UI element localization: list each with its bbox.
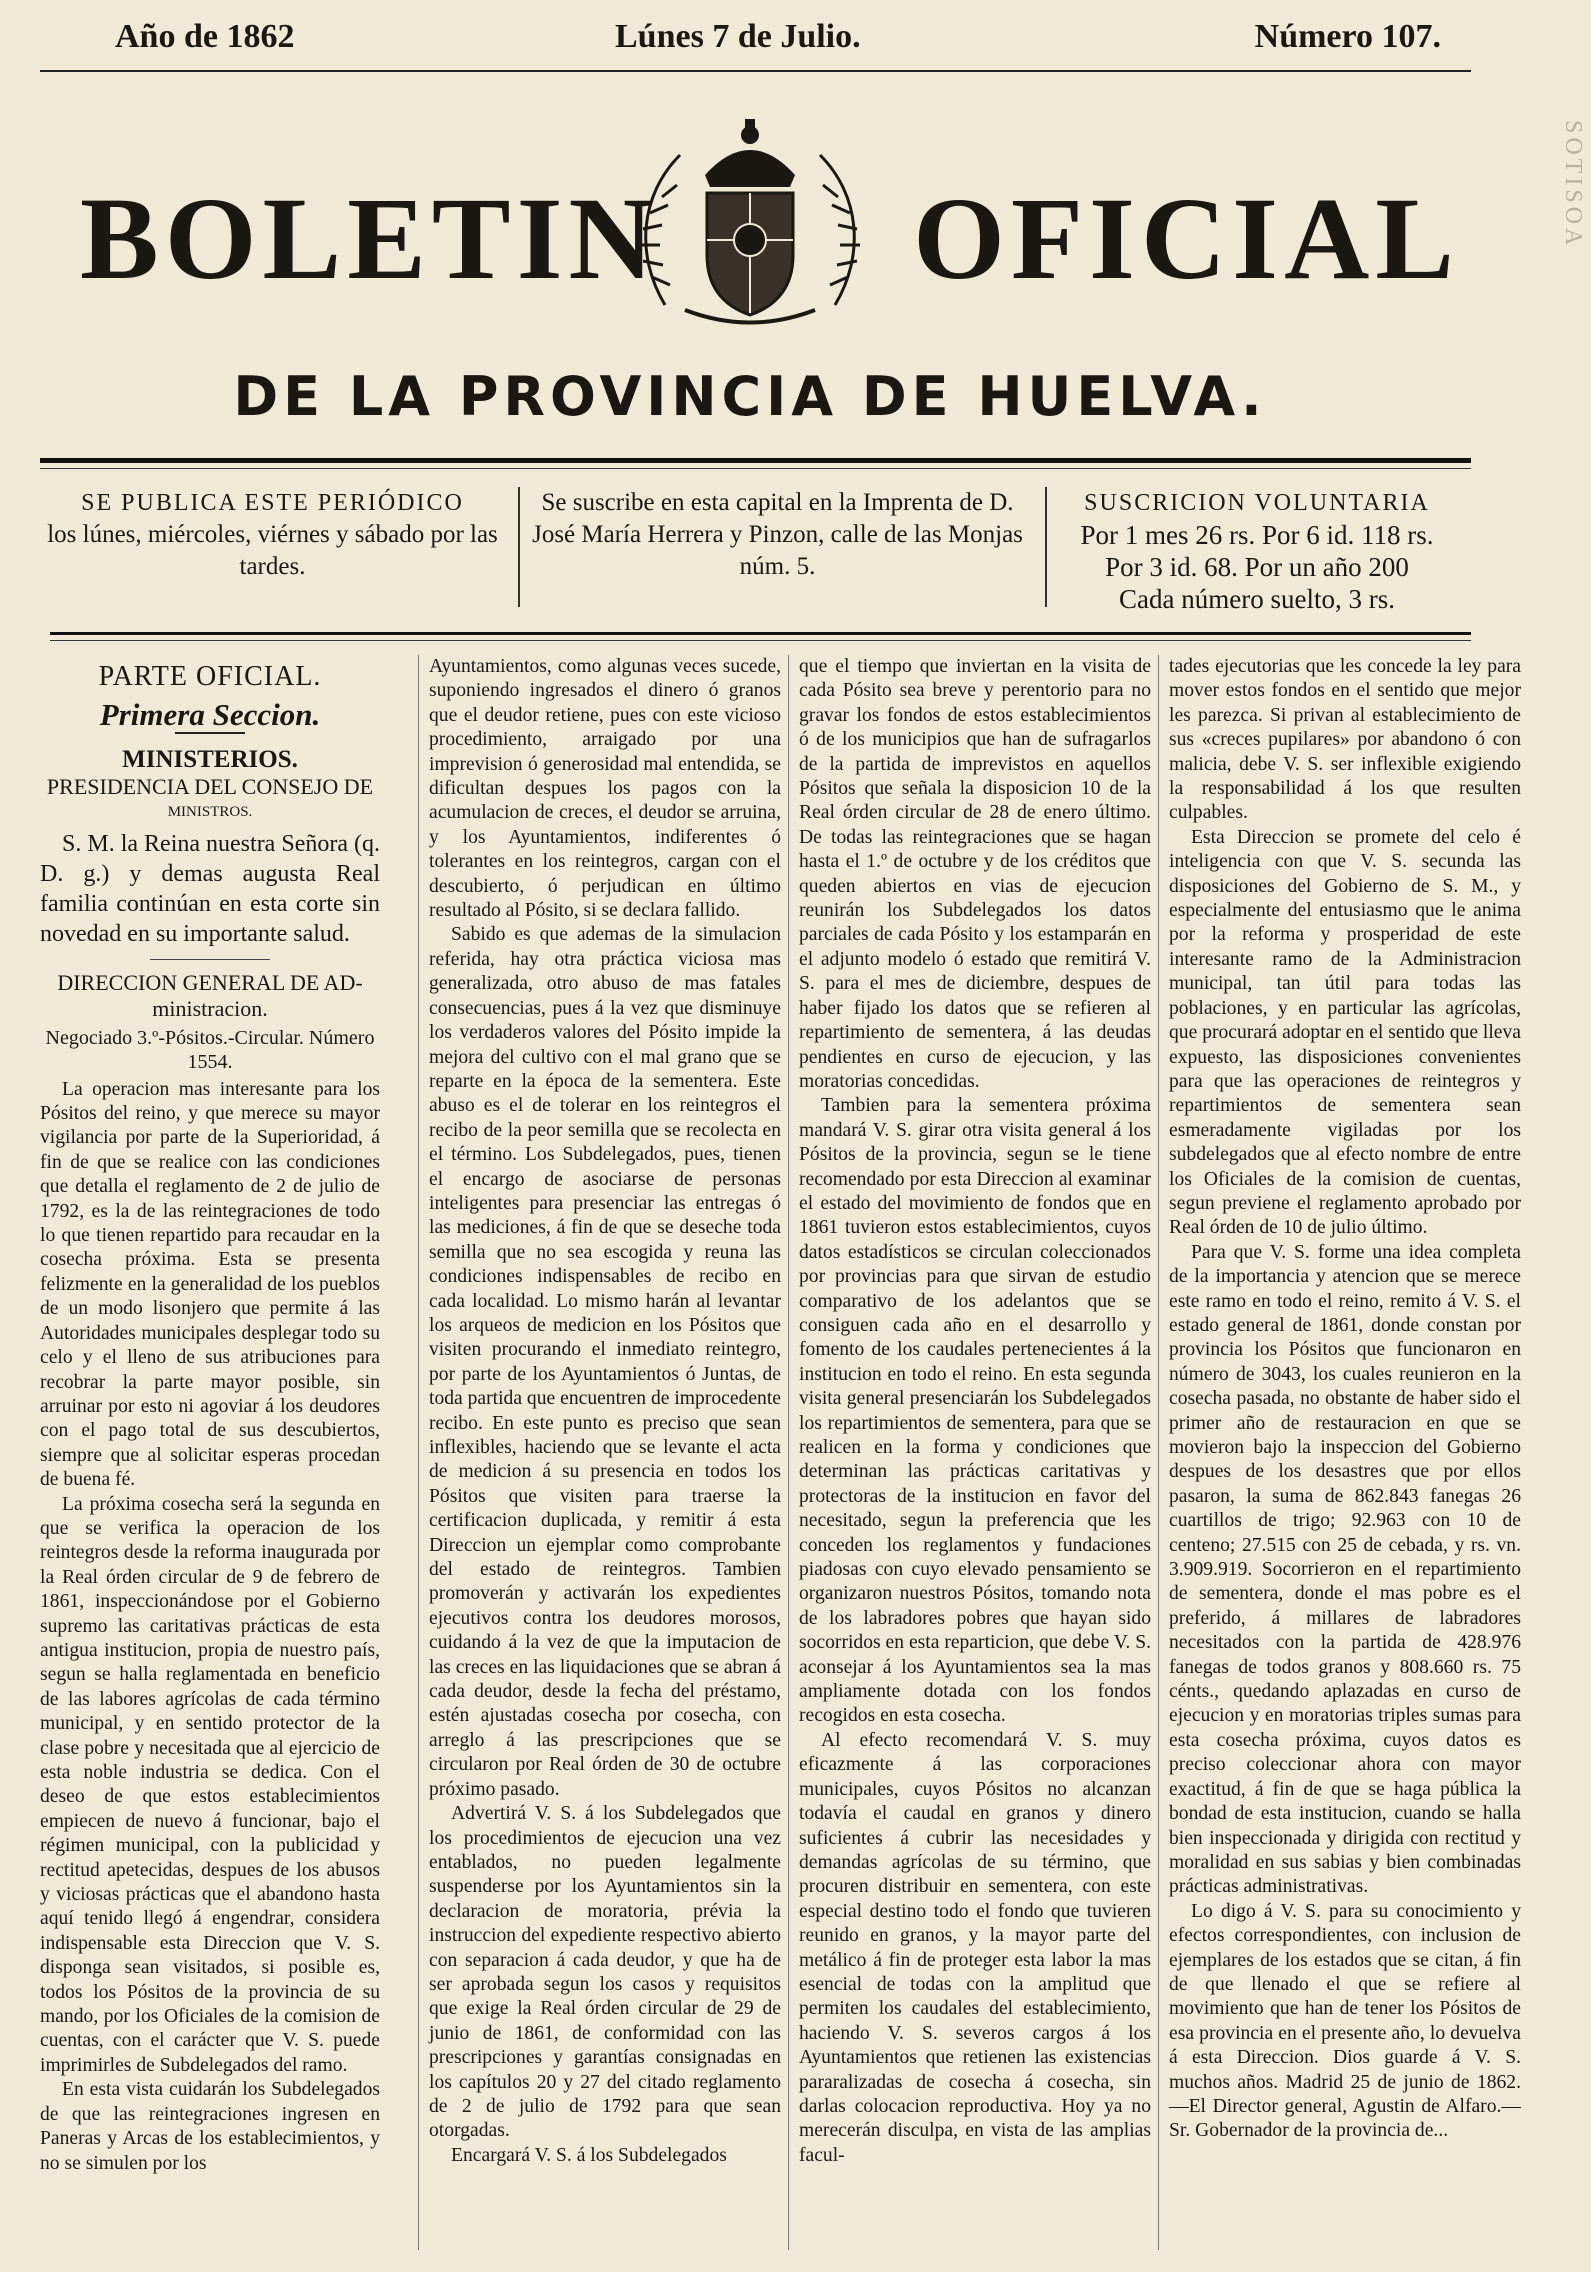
margin-bleed-text: SOTISOA (1560, 120, 1586, 250)
column-2 (418, 655, 781, 2250)
masthead-title-right: OFICIAL (913, 173, 1460, 304)
column-1 (40, 655, 380, 2250)
paragraph: Esta Direccion se promete del celo é inteligencia con que V. S. secunda las disposiciones del Gobierno de S. M., y especialmente del entusiasmo que le anima por la reforma y prosperidad de este interesante ramo de la Administracion municipal, tan útil para todas las poblaciones, y en particular las agrícolas, que procurará adoptar en el sentido que lleva expuesto, las disposiciones convenientes para que las operaciones de reintegros y repartimientos de sementera sean esmeradamente vigiladas por los subdelegados que al efecto nombre de entre los Oficiales de la comision de cuentas, segun previene el reglamento aprobado por Real órden de 10 de julio último. (1169, 826, 1521, 1239)
paragraph: Sabido es que ademas de la simulacion referida, hay otra práctica viciosa mas generalizada, otro abuso de mas fatales consecuencias, pues á la vez que disminuye los verdaderos valores del Pósito impide la mejora del cultivo con el mal grano que se reparte en la época de la sementera. Este abuso es el de tolerar en los reintegros el recibo de la peor semilla que se recolecta en el término. Los Subdelegados, pues, tienen el encargo de asociarse de personas inteligentes para presenciar las entregas ó las mediciones, á fin de que se deseche toda semilla que no sea escogida y reuna las condiciones indispensables de recibo en cada localidad. Lo mismo harán al levantar los arqueos de medicion en los Pósitos que visiten procurando el inmediato reintegro, por parte de los Ayuntamientos ó Juntas, de toda partida que encuentren de improcedente recibo. En este punto es preciso que sean inflexibles, haciendo que se levante el acta de medicion á su presencia en todos los Pósitos que visiten para traerse la certificacion duplicada, y remitir á esta Direccion un ejemplar como comprobante del estado de reintegros. Tambien promoverán y activarán los expedientes ejecutivos contra los deudores morosos, cuidando á la vez de que la imputacion de las creces en las liquidaciones que se abran á cada deudor, desde la fecha del préstamo, estén ajustadas cosecha por cosecha, con arreglo á las prescripciones que se circularon por Real órden de 30 de octubre próximo pasado. (429, 924, 781, 1800)
publication-days: los lúnes, miércoles, viérnes y sábado por las tardes. (47, 521, 498, 580)
header-rule-thick (40, 458, 1471, 463)
paragraph: Advertirá V. S. á los Subdelegados que los procedimientos de ejecucion una vez entablados, no pueden legalmente suspenderse por los Ayuntamientos sin la declaracion de moratoria, prévia la instruccion del expediente respectivo abierto con separacion á cada deudor, y que ha de ser aprobada segun los casos y requisitos que exige la Real órden circular de 29 de junio de 1861, de conformidad con las prescripciones y garantías consignadas en los capítulos 20 y 27 del citado reglamento de 2 de julio de 1792 para que sean otorgadas. (429, 1803, 781, 2142)
paragraph: Encargará V. S. á los Subdelegados (451, 2144, 727, 2166)
paragraph: Para que V. S. forme una idea completa de la importancia y atencion que se merece este ramo en todo el reino, remito á V. S. el estado general de 1861, donde constan por provincia los Pósitos que funcionaron en número de 3043, los cuales reunieron en la cosecha pasada, no obstante de haber sido el primer año de restauracion en que se movieron bajo la inspeccion del Gobierno despues de los desastres que por ellos pasaron, la suma de 862.843 fanegas 26 cuartillos de trigo; 92.963 con 10 de centeno; 27.515 con 25 de cebada, y rs. vn. 3.909.919. Socorrieron en el repartimiento de sementera, donde el mas pobre es el preferido, á millares de labradores necesitados con la partida de 428.976 fanegas de todos granos y 808.660 rs. 75 cénts., quedando aplazadas en curso de ejecucion y en moratorias triples sumas para esta cosecha próxima, cuyos datos es preciso coleccionar ahora con mayor exactitud, á fin de que se haga pública la bondad de esta institucion, cuando se halla bien inspeccionada y dirigida con rectitud y moralidad en sus sabias y bien combinadas prácticas administrativas. (1169, 1241, 1521, 1898)
paragraph: Tambien para la sementera próxima mandará V. S. girar otra visita general á los Pósitos de la provincia, segun se le tiene recomendado por esta Direccion al examinar el estado del movimiento de fondos que en 1861 tuvieron estos establecimientos, cuyos datos estadísticos se circulan coleccionados por provincias para que sirvan de estudio comparativo de los adelantos que se consiguen cada año en el desarrollo y fomento de los caudales pertenecientes á la institucion en todo el reino. En esta segunda visita general presenciarán los Subdelegados los repartimientos de sementera, para que se realicen en la forma y condiciones que determinan las prácticas caritativas y protectoras de la institucion en favor del necesitado, segun la preferencia que les conceden los reglamentos y fundaciones piadosas con cuyo elevado pensamiento se organizaron nuestros Pósitos, tomando nota de los labradores pobres que hayan sido socorridos en esta reparticion, que debe V. S. aconsejar á los Ayuntamientos sea la mas ampliamente dotada con los fondos recogidos en esta cosecha. (799, 1095, 1151, 1727)
paragraph: En esta vista cuidarán los Subdelegados de que las reintegraciones ingresen en Paneras y Arcas de los establecimientos, y no se simulen por los (40, 2079, 380, 2174)
paragraph: Ayuntamientos, como algunas veces sucede, suponiendo ingresados el dinero ó granos que el deudor retiene, pues con este vicioso procedimiento, arraigado por una imprevision ó generosidad mal entendida, se dificultan despues los pagos con la acumulacion de creces, el deudor se arruina, y los Ayuntamientos, indiferentes ó tolerantes en los reintegros, cargan con el descubierto, ó perjudican en último resultado al Pósito, si se declara fallido. (429, 656, 781, 922)
subscription-price-line-2: Por 3 id. 68. Por un año 200 (1105, 552, 1409, 582)
issue-date: Lúnes 7 de Julio. (615, 18, 861, 55)
heading-negociado: Negociado 3.º-Pósitos.-Circular. Número 1554. (45, 1026, 375, 1073)
heading-ministros: MINISTROS. (167, 804, 253, 821)
subscription-location (518, 487, 1035, 607)
article-columns (40, 655, 1540, 2255)
heading-ministerios: MINISTERIOS. (122, 745, 298, 773)
body-rule-thick (50, 632, 1471, 635)
header-rule-thin (40, 468, 1471, 469)
paragraph: La operacion mas interesante para los Pósitos del reino, y que merece su mayor vigilancia por parte de la Superioridad, á fin de que se realice con las condiciones que detalla el reglamento de 2 de julio de 1792, es la de las reintegraciones de todo lo que tienen repartido para recaudar en la cosecha próxima. Esta se presenta felizmente en la generalidad de los pueblos de un modo lisonjero que permite á las Autoridades municipales desplegar todo su celo y el lleno de sus atribuciones para recobrar la parte mayor posible, sin arruinar por esto ni agoviar á los deudores con el pago total de sus descubiertos, siempre que al solicitar esperas procedan de buena fé. (40, 1078, 380, 1491)
paragraph: Lo digo á V. S. para su conocimiento y efectos correspondientes, con inclusion de ejemplares de los estados que se citan, á fin de que llenado el que se refiere al movimiento que han de tener los Pósitos de esa provincia en el presente año, lo devuelva á esta Direccion. Dios guarde á V. S. muchos años. Madrid 25 de junio de 1862.—El Director general, Agustin de Alfaro.—Sr. Gobernador de la provincia de... (1169, 1900, 1521, 2142)
publication-heading: SE PUBLICA ESTE PERIÓDICO (81, 490, 464, 516)
section-primera: Primera Seccion. (99, 697, 321, 733)
heading-direccion: DIRECCION GENERAL DE AD-ministracion. (57, 969, 363, 1021)
paragraph: que el tiempo que inviertan en la visita de cada Pósito sea breve y perentorio para no gravar los fondos de estos establecimientos ó de los municipios que han de sufragarlos de la partida de imprevistos en aquellos Pósitos que señala la disposicion 10 de la Real órden circular de 28 de enero último. De todas las reintegraciones que se hagan hasta el 1.º de octubre y de los créditos que queden abiertos en vias de ejecucion reunirán los Subdelegados los datos parciales de cada Pósito y los estamparán en el adjunto modelo ó estado que remitirá V. S. para el mes de diciembre, despues de haber fijado los datos que se refieren al repartimiento de sementera, á las deudas pendientes en curso de ejecucion, y las moratorias concedidas. (799, 656, 1151, 1092)
publication-info (40, 487, 1470, 617)
top-rule (40, 70, 1471, 72)
dateline (105, 18, 1441, 58)
section-parte-oficial: PARTE OFICIAL. (98, 661, 322, 692)
body-rule-thin (50, 640, 1471, 641)
masthead-title-left: BOLETIN (80, 173, 660, 304)
subscription-heading: SUSCRICION VOLUNTARIA (1084, 490, 1430, 516)
paragraph: La próxima cosecha será la segunda en que se verifica la operacion de los reintegros desde la reforma inaugurada por la Real órden circular de 9 de febrero de 1861, inspeccionándose por el Gobierno supremo las caritativas prácticas de esta antigua institucion, propia de nuestro país, segun se halla reglamentada en beneficio de las labores agrícolas de cada término municipal, y en sentido protector de la clase pobre y necesitada que al ejercicio de esta noble industria se dedica. Con el deseo de que estos establecimientos empiecen de nuevo á funcionar, bajo el régimen municipal, con la publicidad y rectitud apetecidas, despues de los abusos y viciosas prácticas que el abandono hasta aquí tenido llegó á engendrar, considera indispensable esta Direccion que V. S. disponga sean visitados, si posible es, todos los Pósitos de la provincia de su mando, por los Oficiales de la comision de cuentas, con el carácter que V. S. puede imprimirles de Subdelegados del ramo. (40, 1493, 380, 2076)
subscription-prices (1045, 487, 1467, 614)
issue-year: Año de 1862 (115, 18, 295, 55)
masthead-subtitle: DE LA PROVINCIA DE HUELVA. (233, 365, 1267, 428)
column-3 (788, 655, 1151, 2250)
subscription-price-line-1: Por 1 mes 26 rs. Por 6 id. 118 rs. (1080, 520, 1434, 550)
subscription-price-line-3: Cada número suelto, 3 rs. (1119, 584, 1395, 614)
paragraph: Al efecto recomendará V. S. muy eficazmente á las corporaciones municipales, cuyos Pósitos no alcanzan todavía el caudal en granos y dinero suficientes á cubrir las necesidades y demandas agrícolas de su término, que procuren distribuir en sementera, con este especial destino todo el fondo que tuvieren reunido en granos, y la mayor parte del metálico á fin de proteger esta labor la mas esencial de todas con la amplitud que permiten los caudales del establecimiento, haciendo V. S. severos cargos á los Ayuntamientos que retienen las existencias pararalizadas de cosecha á cosecha, sin darlas colocacion reproductiva. Hoy ya no merecerán disculpa, en vista de las amplias facul- (799, 1729, 1151, 2166)
subscription-address: Se suscribe en esta capital en la Imprenta de D. José María Herrera y Pinzon, calle de las Monjas núm. 5. (532, 489, 1023, 580)
article-separator (150, 959, 270, 960)
publication-schedule (40, 487, 505, 583)
paragraph-reina: S. M. la Reina nuestra Señora (q. D. g.) y demas augusta Real familia continúan en esta corte sin novedad en su importante salud. (40, 830, 380, 947)
section-divider (175, 732, 245, 734)
issue-number: Número 107. (1254, 18, 1441, 55)
coat-of-arms-icon (625, 105, 875, 335)
column-4 (1158, 655, 1521, 2250)
heading-presidencia: PRESIDENCIA DEL CONSEJO DE (46, 774, 374, 800)
masthead (80, 150, 1460, 320)
paragraph: tades ejecutorias que les concede la ley para mover estos fondos en el sentido que mejor les parezca. Si privan al establecimiento de sus «creces pupilares» por abandono ó con malicia, debe V. S. ser inflexible exigiendo la responsabilidad á los que resulten culpables. (1169, 656, 1521, 824)
